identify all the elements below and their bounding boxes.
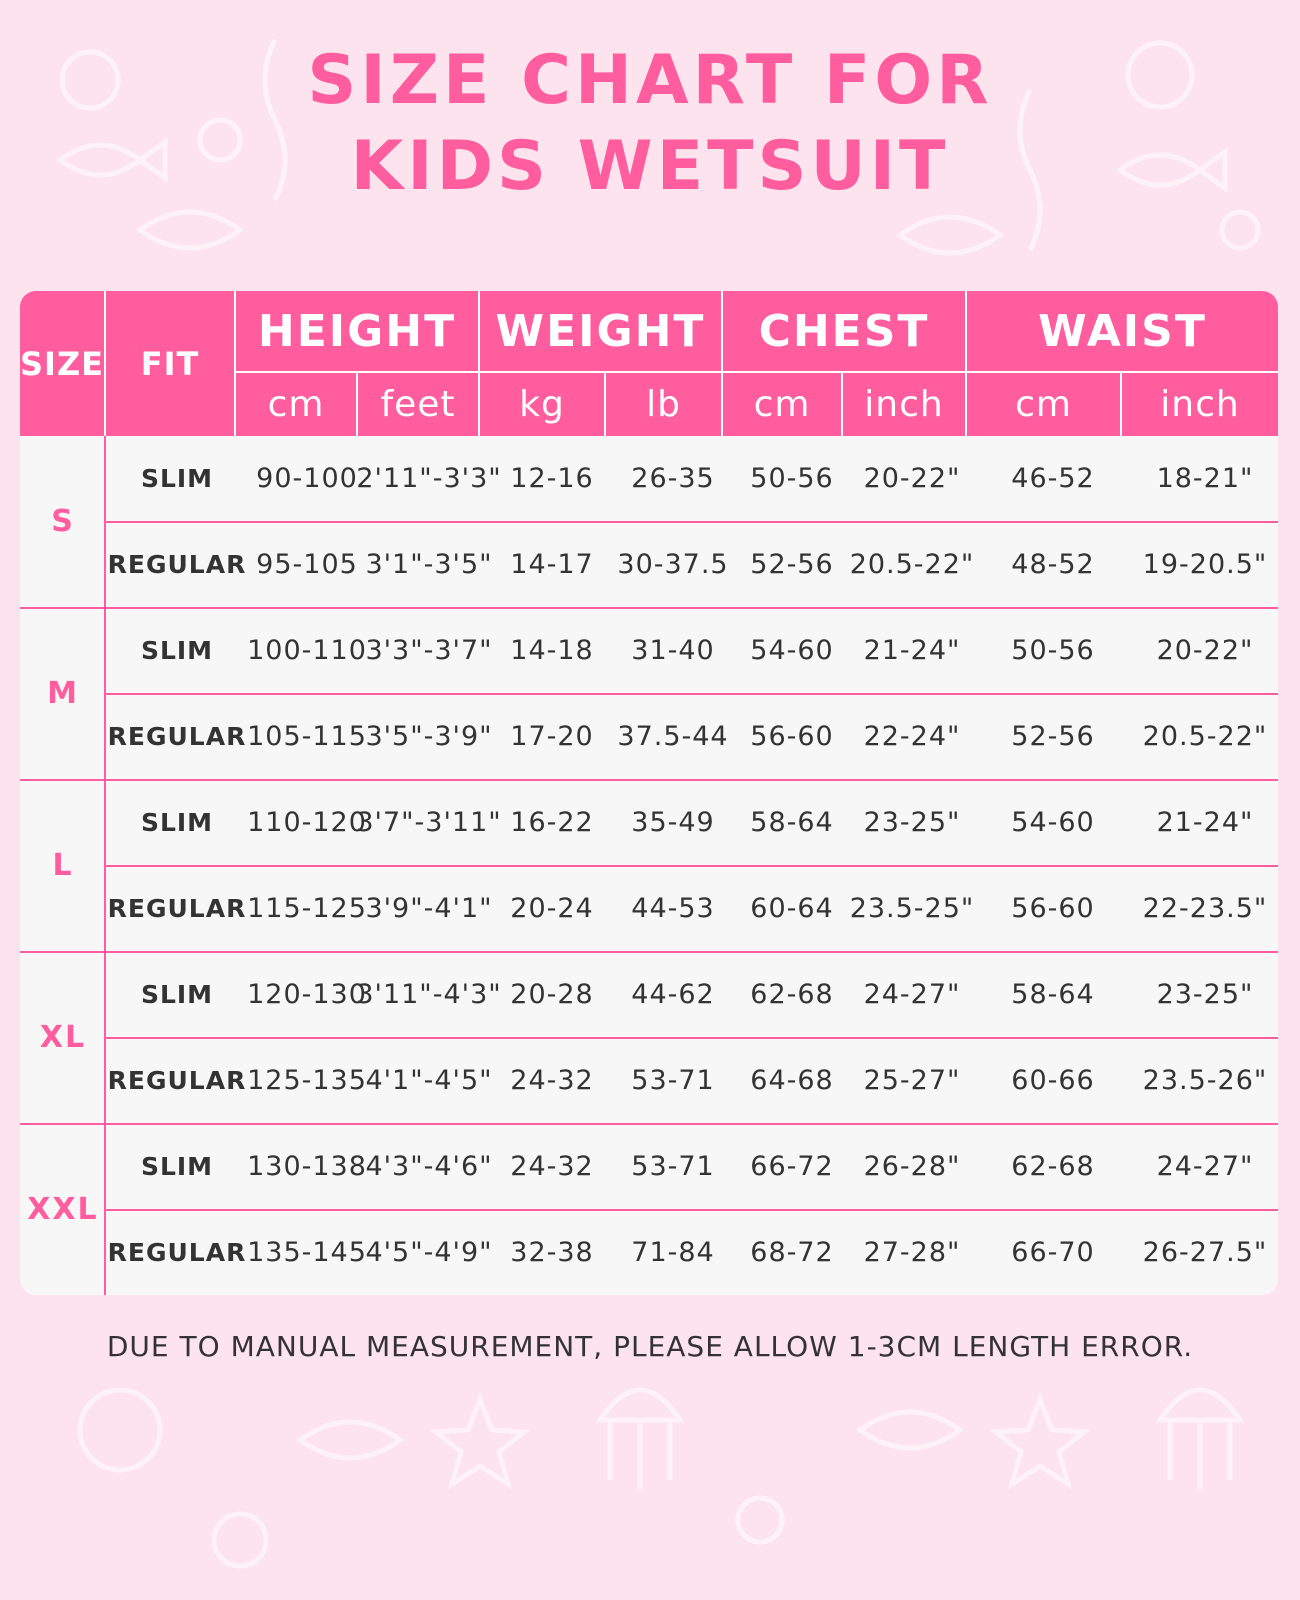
jellyfish-icon <box>1160 1390 1240 1490</box>
size-label-xl: XL <box>39 1019 87 1055</box>
weight-kg-cell: 20-28 <box>510 979 594 1010</box>
waist-group-header: WAIST <box>1038 305 1207 357</box>
waist-cm-cell: 56-60 <box>1011 893 1095 924</box>
fish-icon <box>900 217 1000 253</box>
waist-cm-cell: 46-52 <box>1011 463 1095 494</box>
height-cm-cell: 130-138 <box>247 1151 367 1182</box>
chest-cm-cell: 56-60 <box>750 721 834 752</box>
waist-cm-cell: 50-56 <box>1011 635 1095 666</box>
height-cm-cell: 115-125 <box>247 893 367 924</box>
waist-inch-cell: 21-24" <box>1156 807 1254 838</box>
title-line-2: KIDS WETSUIT <box>350 127 950 206</box>
height-feet-cell: 3'3"-3'7" <box>365 635 493 666</box>
weight-kg-cell: 20-24 <box>510 893 594 924</box>
waist-cm-cell: 62-68 <box>1011 1151 1095 1182</box>
size-label-l: L <box>52 847 74 883</box>
weight-lb-header: lb <box>646 384 681 425</box>
fit-cell: SLIM <box>140 980 214 1009</box>
size-label-xxl: XXL <box>27 1192 99 1227</box>
waist-inch-cell: 20-22" <box>1156 635 1254 666</box>
fit-cell: REGULAR <box>107 894 247 923</box>
weight-kg-cell: 24-32 <box>510 1151 594 1182</box>
weight-kg-cell: 14-18 <box>510 635 594 666</box>
fit-cell: SLIM <box>140 1152 214 1181</box>
chest-cm-cell: 68-72 <box>750 1237 834 1268</box>
weight-group-header: WEIGHT <box>495 305 706 357</box>
height-feet-cell: 3'1"-3'5" <box>365 549 493 580</box>
fish-icon <box>860 1412 960 1448</box>
table-row <box>106 1124 1278 1209</box>
table-row <box>106 608 1278 693</box>
title-line-1: SIZE CHART FOR <box>307 41 993 120</box>
chest-inch-cell: 21-24" <box>863 635 961 666</box>
bubble-icon <box>1222 212 1258 248</box>
waist-inch-header: inch <box>1160 384 1240 425</box>
weight-lb-cell: 35-49 <box>631 807 715 838</box>
waist-inch-cell: 23-25" <box>1156 979 1254 1010</box>
fit-cell: SLIM <box>140 636 214 665</box>
table-row <box>106 522 1278 607</box>
height-cm-cell: 95-105 <box>256 549 358 580</box>
chest-cm-cell: 54-60 <box>750 635 834 666</box>
weight-lb-cell: 26-35 <box>631 463 715 494</box>
height-feet-cell: 4'5"-4'9" <box>365 1237 493 1268</box>
chest-cm-cell: 62-68 <box>750 979 834 1010</box>
chest-inch-cell: 20.5-22" <box>849 549 975 580</box>
page-title <box>0 38 1300 210</box>
table-row <box>106 694 1278 779</box>
chest-inch-cell: 26-28" <box>863 1151 961 1182</box>
chest-cm-cell: 52-56 <box>750 549 834 580</box>
height-feet-cell: 3'7"-3'11" <box>356 807 502 838</box>
height-cm-cell: 100-110 <box>247 635 367 666</box>
height-cm-cell: 125-135 <box>247 1065 367 1096</box>
chest-inch-cell: 27-28" <box>863 1237 961 1268</box>
waist-inch-cell: 22-23.5" <box>1142 893 1268 924</box>
height-feet-cell: 3'5"-3'9" <box>365 721 493 752</box>
waist-cm-header: cm <box>1015 384 1072 425</box>
chest-cm-header: cm <box>753 384 811 425</box>
size-chart-table <box>20 291 1278 1295</box>
measurement-note: DUE TO MANUAL MEASUREMENT, PLEASE ALLOW 1-3CM LENGTH ERROR. <box>106 1330 1194 1363</box>
fit-column-header: FIT <box>140 344 200 383</box>
fit-cell: SLIM <box>140 808 214 837</box>
chest-cm-cell: 64-68 <box>750 1065 834 1096</box>
table-row <box>106 952 1278 1037</box>
table-row <box>106 1038 1278 1123</box>
size-label-s: S <box>51 503 75 539</box>
chest-inch-cell: 24-27" <box>863 979 961 1010</box>
chest-cm-cell: 66-72 <box>750 1151 834 1182</box>
height-group-header: HEIGHT <box>257 305 457 357</box>
chest-cm-cell: 50-56 <box>750 463 834 494</box>
weight-kg-cell: 12-16 <box>510 463 594 494</box>
weight-kg-header: kg <box>519 384 565 425</box>
table-header <box>20 291 1278 436</box>
waist-cm-cell: 48-52 <box>1011 549 1095 580</box>
bubble-icon <box>80 1390 160 1470</box>
fish-icon <box>300 1422 400 1458</box>
weight-kg-cell: 32-38 <box>510 1237 594 1268</box>
chest-inch-cell: 23-25" <box>863 807 961 838</box>
waist-inch-cell: 26-27.5" <box>1142 1237 1268 1268</box>
weight-kg-cell: 24-32 <box>510 1065 594 1096</box>
chest-inch-header: inch <box>864 384 944 425</box>
jellyfish-icon <box>600 1390 680 1490</box>
fish-icon <box>140 212 240 248</box>
starfish-icon <box>436 1400 524 1484</box>
table-row <box>106 866 1278 951</box>
waist-inch-cell: 24-27" <box>1156 1151 1254 1182</box>
waist-inch-cell: 19-20.5" <box>1142 549 1268 580</box>
height-feet-header: feet <box>380 384 456 425</box>
waist-cm-cell: 60-66 <box>1011 1065 1095 1096</box>
chest-inch-cell: 20-22" <box>863 463 961 494</box>
height-cm-cell: 135-145 <box>247 1237 367 1268</box>
size-label-m: M <box>47 675 79 711</box>
weight-lb-cell: 31-40 <box>631 635 715 666</box>
weight-kg-cell: 16-22 <box>510 807 594 838</box>
fit-cell: REGULAR <box>107 1066 247 1095</box>
weight-kg-cell: 17-20 <box>510 721 594 752</box>
height-feet-cell: 4'1"-4'5" <box>365 1065 493 1096</box>
chest-inch-cell: 23.5-25" <box>849 893 975 924</box>
table-row <box>106 436 1278 521</box>
waist-inch-cell: 23.5-26" <box>1142 1065 1268 1096</box>
fit-cell: REGULAR <box>107 1238 247 1267</box>
weight-lb-cell: 53-71 <box>631 1065 715 1096</box>
fit-cell: REGULAR <box>107 722 247 751</box>
chest-group-header: CHEST <box>758 305 930 357</box>
height-cm-cell: 110-120 <box>247 807 367 838</box>
height-feet-cell: 4'3"-4'6" <box>365 1151 493 1182</box>
height-cm-cell: 105-115 <box>247 721 367 752</box>
weight-kg-cell: 14-17 <box>510 549 594 580</box>
waist-cm-cell: 54-60 <box>1011 807 1095 838</box>
fit-cell: REGULAR <box>107 550 247 579</box>
table-row <box>106 1210 1278 1295</box>
height-cm-header: cm <box>267 384 325 425</box>
weight-lb-cell: 44-53 <box>631 893 715 924</box>
chest-inch-cell: 22-24" <box>863 721 961 752</box>
starfish-icon <box>996 1400 1084 1484</box>
chest-cm-cell: 60-64 <box>750 893 834 924</box>
chest-cm-cell: 58-64 <box>750 807 834 838</box>
table-row <box>106 780 1278 865</box>
waist-cm-cell: 58-64 <box>1011 979 1095 1010</box>
height-feet-cell: 3'9"-4'1" <box>365 893 493 924</box>
weight-lb-cell: 30-37.5 <box>617 549 729 580</box>
weight-lb-cell: 53-71 <box>631 1151 715 1182</box>
height-feet-cell: 2'11"-3'3" <box>356 463 502 494</box>
table-body <box>20 436 1278 1295</box>
chest-inch-cell: 25-27" <box>863 1065 961 1096</box>
bubble-icon <box>214 1514 266 1566</box>
waist-inch-cell: 18-21" <box>1156 463 1254 494</box>
height-cm-cell: 90-100 <box>256 463 358 494</box>
height-cm-cell: 120-130 <box>247 979 367 1010</box>
size-column-header: SIZE <box>20 344 105 383</box>
weight-lb-cell: 37.5-44 <box>617 721 729 752</box>
fit-cell: SLIM <box>140 464 214 493</box>
waist-cm-cell: 66-70 <box>1011 1237 1095 1268</box>
waist-inch-cell: 20.5-22" <box>1142 721 1268 752</box>
waist-cm-cell: 52-56 <box>1011 721 1095 752</box>
weight-lb-cell: 44-62 <box>631 979 715 1010</box>
weight-lb-cell: 71-84 <box>631 1237 715 1268</box>
height-feet-cell: 3'11"-4'3" <box>356 979 502 1010</box>
bubble-icon <box>738 1498 782 1542</box>
